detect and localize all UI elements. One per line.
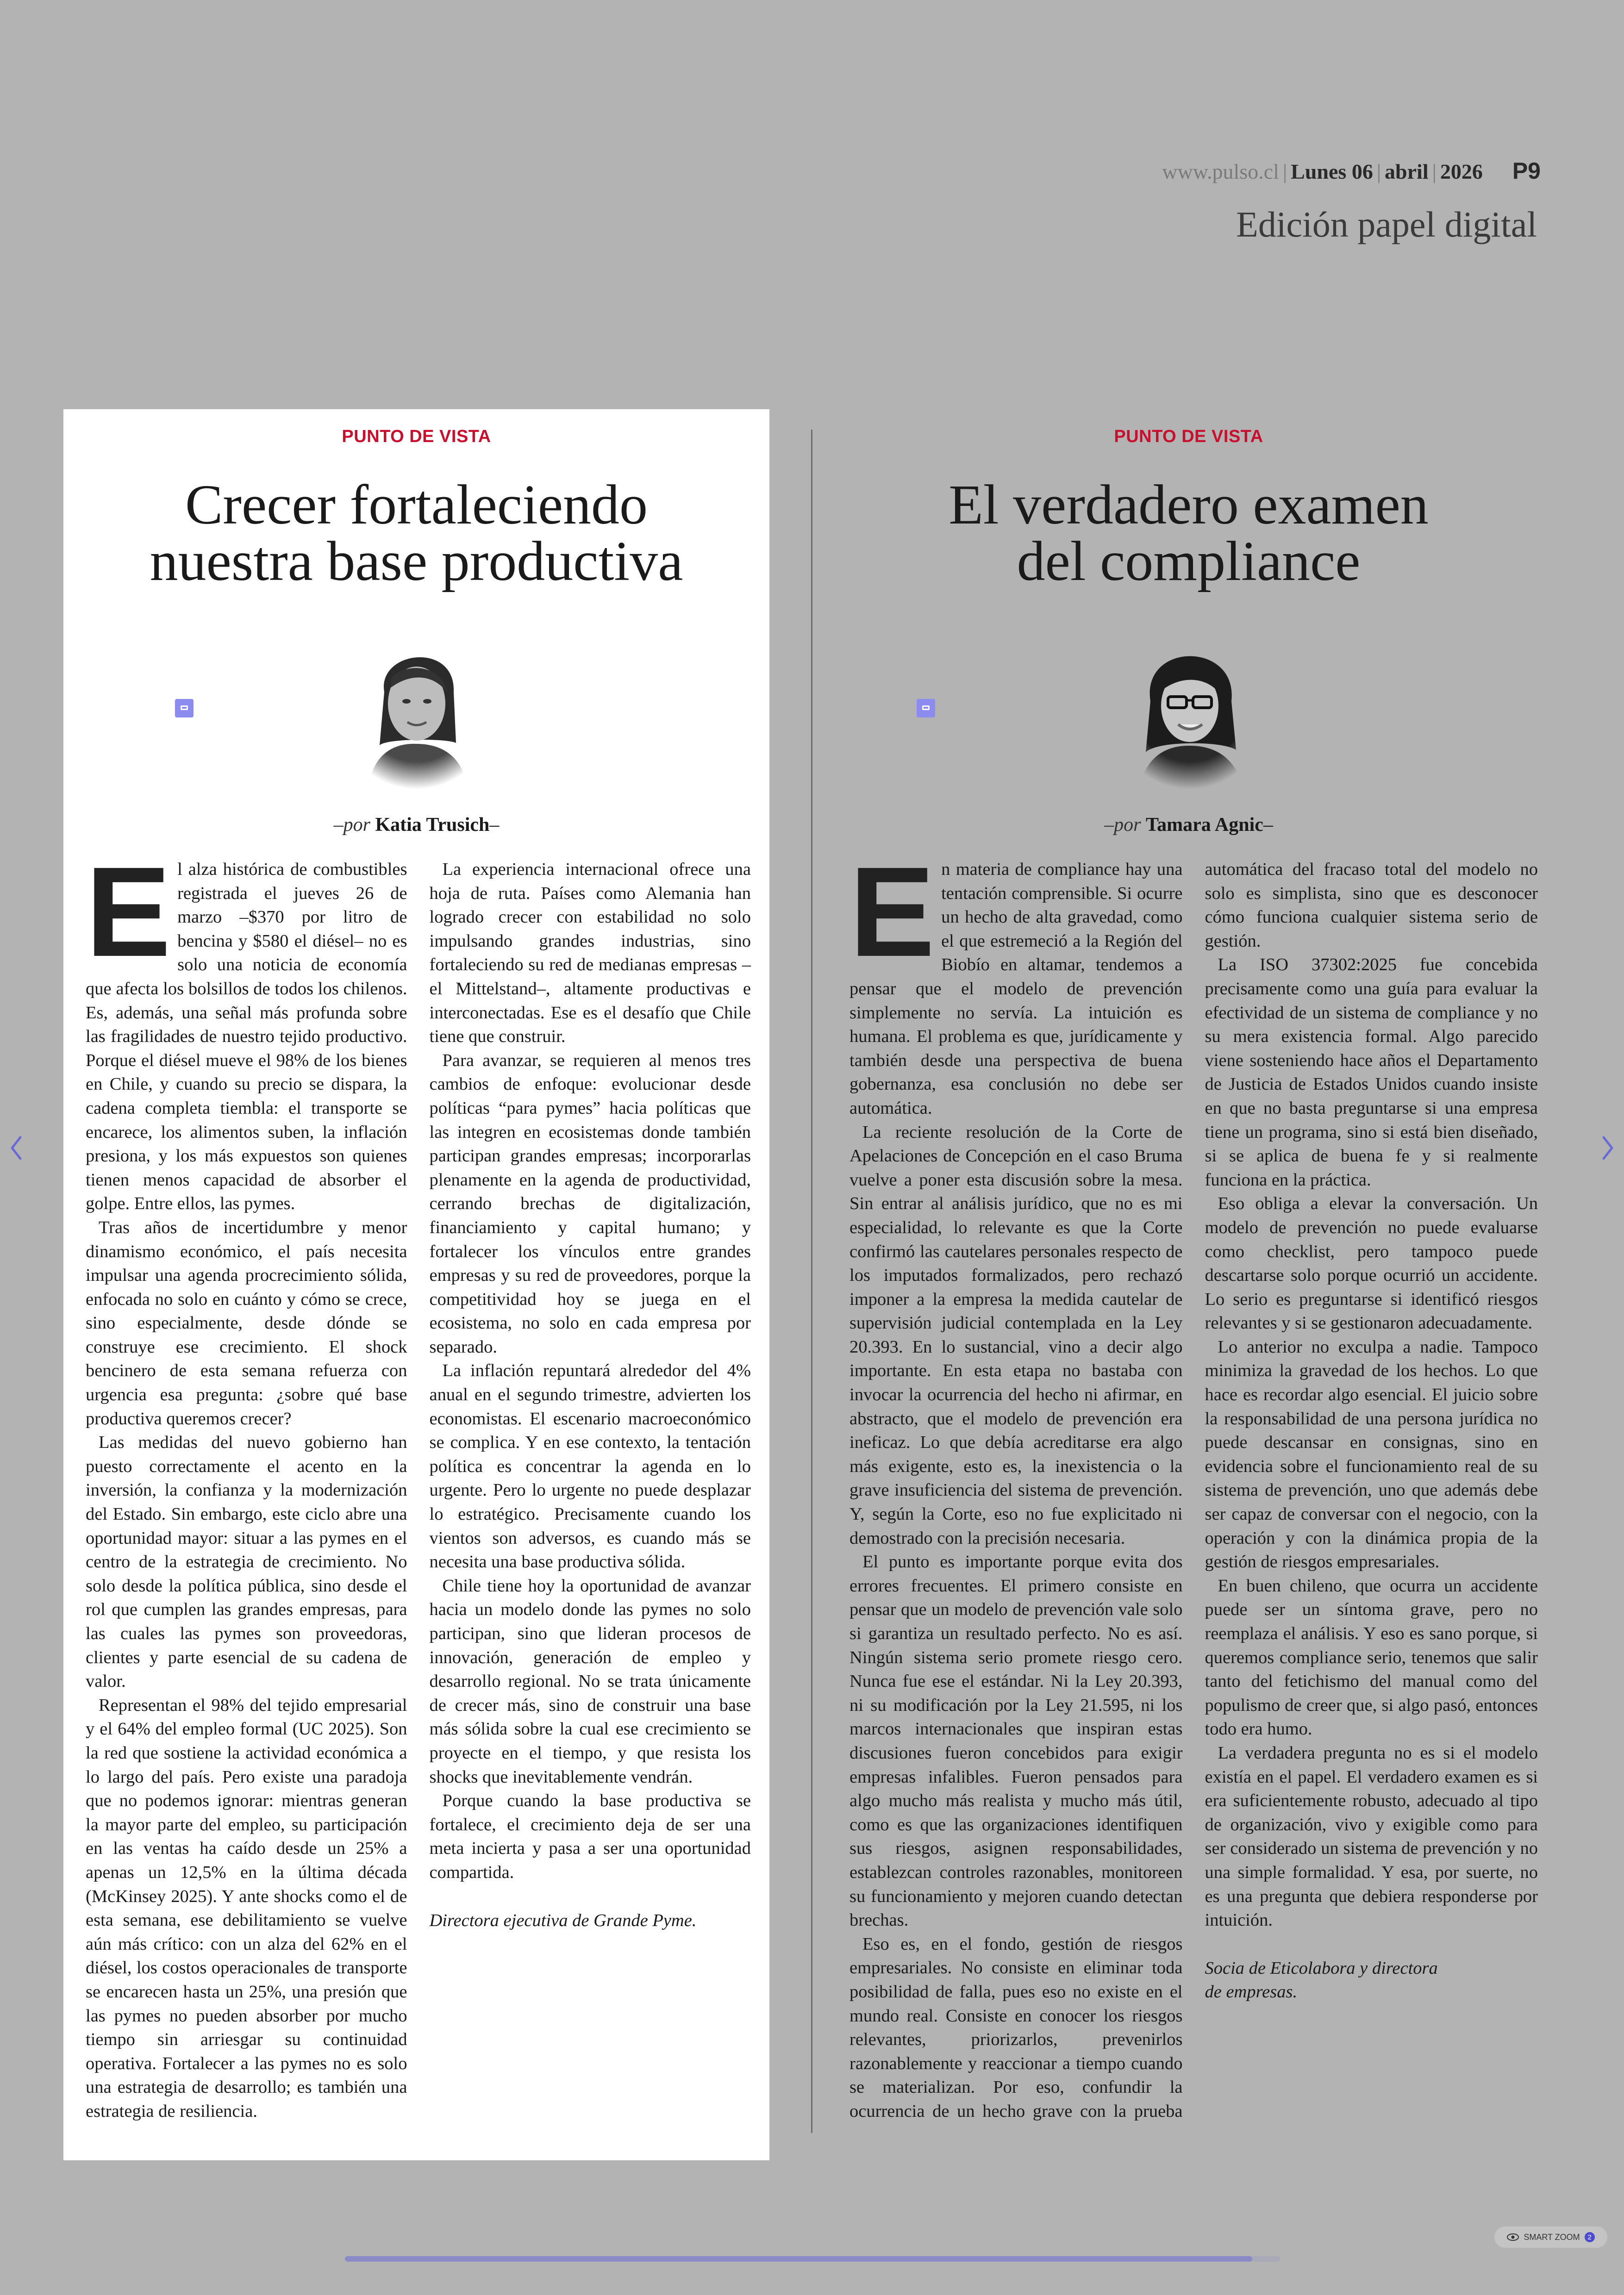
- right-author-name: Tamara Agnic: [1145, 814, 1263, 836]
- left-headline: [63, 474, 769, 592]
- smart-zoom-button[interactable]: [1494, 2226, 1607, 2248]
- next-page-button[interactable]: [1597, 1132, 1618, 1164]
- previous-page-button[interactable]: [6, 1132, 27, 1164]
- left-headline-line2: nuestra base productiva: [150, 530, 683, 592]
- issue-day: Lunes 06: [1291, 160, 1373, 183]
- left-author-signature: Directora ejecutiva de Grande Pyme.: [429, 1910, 697, 1930]
- left-paragraph: Chile tiene hoy la oportunidad de avanzar hacia un modelo donde las pymes no solo participan, sino que lideran procesos de innovación, generación de empleo y desarrollo regional. No se trata únicamente de crecer más, sino de construir una base más sólida sobre la cual ese crecimiento se proyecte en el tiempo, y que resista los shocks que inevitablemente vendrán.: [429, 1576, 751, 1787]
- page-divider: [811, 430, 812, 2133]
- left-byline: [63, 814, 769, 836]
- right-dropcap: E: [849, 841, 935, 983]
- issue-year: 2026: [1440, 160, 1483, 183]
- chevron-right-icon: [1597, 1132, 1618, 1164]
- image-zoom-icon[interactable]: [917, 699, 935, 717]
- left-paragraph: Para avanzar, se requieren al menos tres cambios de enfoque: evolucionar desde políticas “para pymes” hacia políticas que las integren en ecosistemas donde también participan grandes empresas; incorporarlas plenamente en la agenda de productividad, cerrando brechas de digitalización, financiamiento y capital humano; y fortalecer los vínculos entre grandes empresas y su red de proveedores, porque la competitividad hoy se juega en el ecosistema, no solo en cada empresa por separado.: [429, 1050, 751, 1357]
- chevron-left-icon: [6, 1132, 27, 1164]
- right-headline: [836, 474, 1542, 592]
- right-paragraph: En materia de compliance hay una tentación comprensible. Si ocurre un hecho de alta gravedad, como el que estremeció a la Región del Biobío en altamar, tendemos a pensar que el modelo de prevención simplemente no servía. La intuición es humana. El problema es que, jurídicamente y también desde una perspectiva de buena gobernanza, esa conclusión no debe ser automática.: [849, 841, 1183, 1118]
- smart-zoom-count: 2: [1585, 2232, 1595, 2242]
- image-zoom-icon[interactable]: [175, 699, 194, 717]
- right-author-signature: Socia de Eticolabora y directora de empresas.: [1205, 1958, 1438, 2002]
- right-paragraph: Eso es, en el fondo, gestión de riesgos empresariales. No consiste en eliminar toda posibilidad de falla, pues eso no existe en el mundo real. Consiste en conocer los riesgos relevantes, priorizarlos, prevenirlos razonablemente y reaccionar a tiempo cuando se materializan. Por eso, confundir la ocurrencia de un hecho grave con la prueba automática del fracaso total del modelo no solo es simplista, sino que es desconocer cómo funciona cualquier sistema serio de gestión.: [849, 860, 1538, 2121]
- left-author-name: Katia Trusich: [375, 814, 490, 836]
- right-article-body: [849, 841, 1538, 2126]
- right-paragraph: La reciente resolución de la Corte de Apelaciones de Concepción en el caso Bruma vuelve a poner esta discusión sobre la mesa. Sin entrar al análisis jurídico, que no es mi especialidad, lo relevante es que la Corte confirmó las cautelares personales respecto de los imputados formalizados, pero rechazó imponer a la empresa la medida cautelar de supervisión judicial contemplada en la Ley 20.393. En lo sustancial, vino a decir algo importante. En esta etapa no bastaba con invocar la ocurrencia del hecho ni afirmar, en abstracto, que el modelo de prevención era ineficaz. Lo que debía acreditarse era algo más exigente, esto es, la inexistencia o la grave insuficiencia del sistema de prevención. Y, según la Corte, eso no fue explicitado ni demostrado con la precisión necesaria.: [849, 1122, 1183, 1548]
- right-byline-prefix: –por: [1104, 814, 1141, 836]
- right-paragraph: En buen chileno, que ocurra un accidente puede ser un síntoma grave, pero no reemplaza el análisis. Y eso es sano porque, si queremos compliance serio, tenemos que salir tanto del fetichismo del manual como del populismo de creer que, si algo pasó, entonces todo era humo.: [1205, 1576, 1538, 1739]
- right-kicker: PUNTO DE VISTA: [1114, 427, 1263, 446]
- right-paragraph: El punto es importante porque evita dos errores frecuentes. El primero consiste en pensar que un modelo de prevención vale solo si garantiza un resultado perfecto. No es así. Ningún sistema serio promete riesgo cero. Nunca fue ese el estándar. Ni la Ley 20.393, ni su modificación por la Ley 21.595, ni los marcos internacionales que inspiran estas discusiones fueron concebidos para exigir empresas infalibles. Fueron pensados para algo mucho más realista y mucho más útil, como es que las organizaciones identifiquen sus riesgos, asignen responsabilidades, establezcan controles razonables, monitoreen su funcionamiento y mejoren cuando detectan brechas.: [849, 1552, 1183, 1930]
- left-paragraph: Tras años de incertidumbre y menor dinamismo económico, el país necesita impulsar una agenda procrecimiento sólida, enfocada no solo en cuánto y cómo se crece, sino especialmente, desde dónde se construye ese crecimiento. El shock bencinero de esta semana refuerza con urgencia esa pregunta: ¿sobre qué base productiva queremos crecer?: [86, 1217, 407, 1428]
- eye-icon: [1507, 2233, 1519, 2241]
- right-paragraph: Eso obliga a elevar la conversación. Un modelo de prevención no puede evaluarse como checklist, pero tampoco puede descartarse solo porque ocurrió un accidente. Lo serio es preguntarse si identificó riesgos relevantes y si se gestionaron adecuadamente.: [1205, 1194, 1538, 1333]
- author-portrait-right: [1113, 623, 1266, 789]
- left-kicker: PUNTO DE VISTA: [342, 427, 491, 446]
- left-byline-prefix: –por: [333, 814, 370, 836]
- smart-zoom-label: SMART ZOOM: [1524, 2232, 1580, 2242]
- left-paragraph: Representan el 98% del tejido empresarial y el 64% del empleo formal (UC 2025). Son la red que sostiene la actividad económica a lo largo del país. Pero existe una paradoja que no podemos ignorar: mientras generan la mayor parte del empleo, su participación en las ventas ha caído desde un 25% a apenas un 12,5% en la última década (McKinsey 2025). Y ante shocks como el de esta semana, ese debilitamiento se vuelve aún más crítico: con un alza del 62% en el diésel, los costos operacionales de transporte se encarecen hasta un 25%, una presión que las pymes no pueden absorber por mucho tiempo sin arriesgar su continuidad operativa. Fortalecer a las pymes no es solo una estrategia de desarrollo; es también una estrategia de resiliencia.: [86, 1695, 407, 2121]
- left-paragraph: La experiencia internacional ofrece una hoja de ruta. Países como Alemania han logrado crecer con estabilidad no solo impulsando grandes industrias, sino fortaleciendo su red de medianas empresas –el Mittelstand–, altamente productivas e interconectadas. Ese es el desafío que Chile tiene que construir.: [429, 860, 751, 1047]
- right-byline-suffix: –: [1263, 814, 1273, 836]
- left-paragraph: El alza histórica de combustibles registrada el jueves 26 de marzo –$370 por litro de bencina y $580 el diésel– no es solo una noticia de economía que afecta los bolsillos de todos los chilenos. Es, además, una señal más profunda sobre las fragilidades de nuestro tejido productivo. Porque el diésel mueve el 98% de los bienes en Chile, y cuando su precio se dispara, la cadena completa tiembla: el transporte se encarece, los alimentos suben, la inflación presiona, y los más expuestos son quienes tienen menos capacidad de absorber el golpe. Entre ellos, las pymes.: [86, 841, 407, 1214]
- left-byline-suffix: –: [489, 814, 500, 836]
- left-dropcap: E: [86, 841, 171, 983]
- edition-title: Edición papel digital: [1236, 204, 1537, 244]
- left-paragraph: La inflación repuntará alrededor del 4% anual en el segundo trimestre, advierten los economistas. El escenario macroeconómico se complica. Y en ese contexto, la tentación política es concentrar la agenda en lo urgente. Pero lo urgente no puede desplazar lo estratégico. Precisamente cuando los vientos son adversos, es cuando más se necesita una base productiva sólida.: [429, 1361, 751, 1572]
- site-url[interactable]: www.pulso.cl: [1162, 160, 1279, 183]
- right-paragraph: La verdadera pregunta no es si el modelo existía en el papel. El verdadero examen es si era suficientemente robusto, adecuado al tipo de organización, vivo y exigible como para ser considerado un sistema de prevención y no una simple formalidad. Y esa, por suerte, no es una pregunta que debiera responderse por intuición.: [1205, 1743, 1538, 1930]
- right-headline-line1: El verdadero examen: [949, 474, 1429, 536]
- right-paragraph: Lo anterior no exculpa a nadie. Tampoco minimiza la gravedad de los hechos. Lo que hace es recordar algo esencial. El juicio sobre la responsabilidad de una persona jurídica no puede descansar en consignas, sino en evidencia sobre el funcionamiento real de su sistema de prevención, uno que además debe ser capaz de conversar con el negocio, con la operación y con la dinámica propia de la gestión de riesgos empresariales.: [1205, 1337, 1538, 1572]
- page-scrollbar[interactable]: [345, 2256, 1280, 2262]
- issue-month: abril: [1385, 160, 1429, 183]
- page-number: P9: [1512, 158, 1541, 184]
- author-portrait-left: [340, 623, 493, 789]
- right-paragraph: La ISO 37302:2025 fue concebida precisamente como una guía para evaluar la efectividad de un sistema de compliance y no su mera existencia formal. Algo parecido viene sosteniendo hace años el Departamento de Justicia de Estados Unidos cuando insiste en que no basta preguntarse si una empresa tiene un programa, sino si está bien diseñado, si se aplica de buena fe y si realmente funciona en la práctica.: [1205, 955, 1538, 1190]
- left-paragraph: Las medidas del nuevo gobierno han puesto correctamente el acento en la inversión, la confianza y la modernización del Estado. Sin embargo, este ciclo abre una oportunidad mayor: situar a las pymes en el centro de la estrategia de crecimiento. No solo desde la política pública, sino desde el rol que cumplen las grandes empresas, para las cuales las pymes son proveedoras, clientes y parte esencial de su cadena de valor.: [86, 1433, 407, 1691]
- right-byline: [836, 814, 1542, 836]
- masthead-line: www.pulso.cl | Lunes 06 | abril | 2026 P9: [1162, 158, 1541, 184]
- left-headline-line1: Crecer fortaleciendo: [185, 474, 648, 536]
- right-headline-line2: del compliance: [1017, 530, 1361, 592]
- left-article-body: [86, 841, 751, 2126]
- page-scrollbar-thumb[interactable]: [345, 2256, 1252, 2262]
- left-paragraph: Porque cuando la base productiva se fortalece, el crecimiento deja de ser una meta incierta y pasa a ser una oportunidad compartida.: [429, 1791, 751, 1882]
